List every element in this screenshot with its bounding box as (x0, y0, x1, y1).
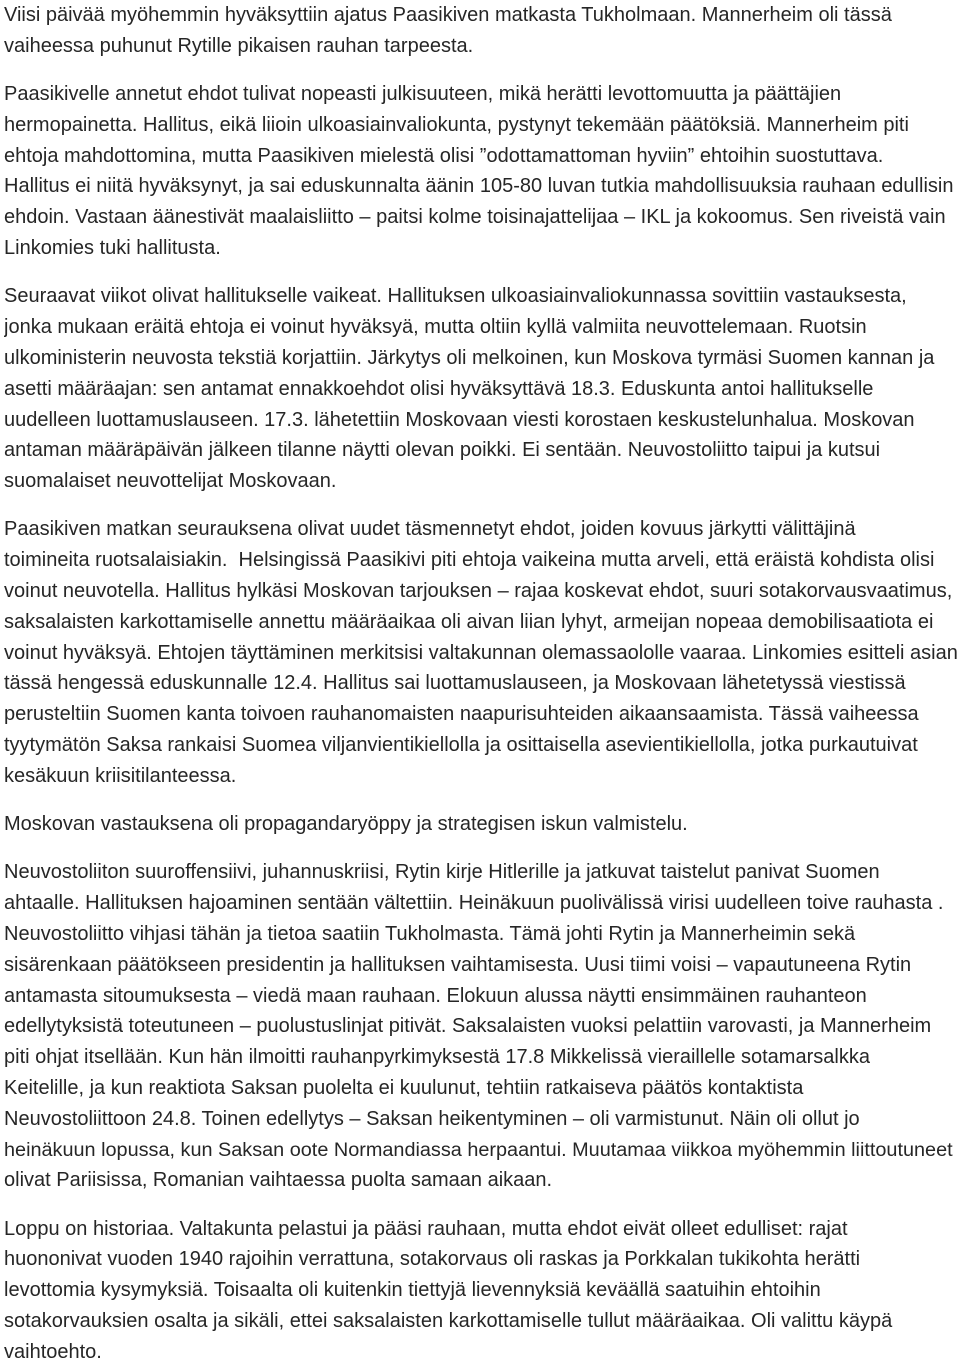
text-line: edellytyksistä toteutuneen – puolustuslinjat pitivät. Saksalaisten vuoksi pelattiin varovasti, ja Mannerheim (4, 1015, 932, 1038)
text-line: Linkomies tuki hallitusta. (4, 237, 221, 260)
text-line: ulkoministerin neuvosta tekstiä korjattiin. Järkytys oli melkoinen, kun Moskova tyrmäsi Suomen kannan ja (4, 346, 935, 369)
text-line: ehdoin. Vastaan äänestivät maalaisliitto – paitsi kolme toisinajattelijaa – IKL ja kokoomus. Sen riveistä vain (4, 206, 946, 229)
text-line: ehtoja mahdottomina, mutta Paasikiven mielestä olisi ”odottamattoman hyviin” ehtoihin suostuttava. (4, 144, 884, 167)
text-line: antamasta sitoumuksesta – viedä maan rauhaan. Elokuun alussa näytti ensimmäinen rauhanteon (4, 984, 867, 1007)
paragraph (4, 0, 960, 62)
text-line: Seuraavat viikot olivat hallitukselle vaikeat. Hallituksen ulkoasiainvaliokunnassa sovittiin vastauksesta, (4, 285, 907, 308)
text-line: Loppu on historiaa. Valtakunta pelastui ja pääsi rauhaan, mutta ehdot eivät olleet edulliset: rajat (4, 1217, 848, 1240)
text-line: Paasikiven matkan seurauksena olivat uudet täsmennetyt ehdot, joiden kovuus järkytti välittäjinä (4, 518, 856, 541)
paragraph (4, 281, 960, 497)
text-line: voinut neuvotella. Hallitus hylkäsi Moskovan tarjouksen – rajaa koskevat ehdot, suuri sotakorvausvaatimus, (4, 580, 953, 603)
text-line: Neuvostoliiton suuroffensiivi, juhannuskriisi, Rytin kirje Hitlerille ja jatkuvat taistelut panivat Suomen (4, 861, 880, 884)
text-line: Moskovan vastauksena oli propagandaryöppy ja strategisen iskun valmistelu. (4, 813, 688, 836)
text-line: kesäkuun kriisitilanteessa. (4, 764, 237, 787)
text-line: hermopainetta. Hallitus, eikä liioin ulkoasiainvaliokunta, pystynyt tekemään päätöksiä. Mannerheim piti (4, 113, 909, 136)
text-line: levottomia kysymyksiä. Toisaalta oli kuitenkin tiettyjä lievennyksiä keväällä saatuihin ehtoihin (4, 1279, 821, 1302)
text-line: suomalaiset neuvottelijat Moskovaan. (4, 470, 337, 493)
text-line: piti ohjat itsellään. Kun hän ilmoitti rauhanpyrkimyksestä 17.8 Mikkelissä vieraillelle sotamarsalkka (4, 1046, 870, 1069)
text-line: vaihtoehto. (4, 1340, 102, 1363)
text-line: Keitelille, ja kun reaktiota Saksan puolelta ei kuulunut, tehtiin ratkaiseva päätös kontaktista (4, 1077, 804, 1099)
text-line: uudelleen luottamuslauseen. 17.3. lähetettiin Moskovaan viesti korostaen keskustelunhalua. Moskovan (4, 408, 915, 431)
text-line: Viisi päivää myöhemmin hyväksyttiin ajatus Paasikiven matkasta Tukholmaan. Mannerheim oli tässä (4, 4, 892, 26)
text-line: toimineita ruotsalaisiakin. Helsingissä Paasikivi piti ehtoja vaikeina mutta arveli, että eräistä kohdista olisi (4, 549, 935, 572)
text-line: Neuvostoliittoon 24.8. Toinen edellytys – Saksan heikentyminen – oli varmistunut. Näin oli ollut jo (4, 1107, 860, 1130)
text-line: olivat Pariisissa, Romanian vaihtaessa puolta samaan aikaan. (4, 1169, 553, 1192)
paragraph (4, 79, 960, 264)
text-line: asetti määräajan: sen antamat ennakkoehdot olisi hyväksyttävä 18.3. Eduskunta antoi hallitukselle (4, 377, 874, 400)
text-line: tässä hengessä eduskunnalle 12.4. Hallitus sai luottamuslauseen, ja Moskovaan lähetetyssä viestissä (4, 672, 906, 695)
text-line: vaiheessa puhunut Rytille pikaisen rauhan tarpeesta. (4, 34, 474, 57)
text-line: antaman määräpäivän jälkeen tilanne näytti olevan poikki. Ei sentään. Neuvostoliitto taipui ja kutsui (4, 439, 881, 462)
text-line: huononivat vuoden 1940 rajoihin verrattuna, sotakorvaus oli raskas ja Porkkalan tukikohta herätti (4, 1248, 861, 1271)
text-line: heinäkuun lopussa, kun Saksan oote Normandiassa herpaantui. Muutamaa viikkoa myöhemmin liittoutuneet (4, 1138, 953, 1161)
text-line: saksalaisten karkottamiselle annettu määräaikaa oli aivan liian lyhyt, armeijan nopeaa demobilisaatiota ei (4, 610, 934, 633)
text-line: perusteltiin Suomen kanta toivoen rauhanomaisten naapurisuhteiden aikaansaamista. Tässä vaiheessa (4, 703, 919, 726)
text-line: jonka mukaan eräitä ehtoja ei voinut hyväksyä, mutta oltiin kyllä valmiita neuvottelemaan. Ruotsin (4, 316, 867, 339)
paragraph (4, 809, 960, 840)
paragraph (4, 514, 960, 791)
paragraph (4, 857, 960, 1196)
text-line: Paasikivelle annetut ehdot tulivat nopeasti julkisuuteen, mikä herätti levottomuutta ja päättäjien (4, 83, 842, 106)
text-line: tyytymätön Saksa rankaisi Suomea viljanvientikiellolla ja osittaisella asevientikiellolla, jotka purkautuivat (4, 734, 918, 757)
text-line: Neuvostoliitto vihjasi tähän ja tietoa saatiin Tukholmasta. Tämä johti Rytin ja Mannerheimin sekä (4, 923, 856, 946)
text-line: sotakorvauksien osalta ja sikäli, ettei saksalaisten karkottamiselle tullut määräaikaa. Oli valittu käypä (4, 1310, 893, 1333)
text-line: Hallitus ei niitä hyväksynyt, ja sai eduskunnalta äänin 105-80 luvan tutkia mahdollisuuksia rauhaan edullisin (4, 175, 954, 198)
paragraph (4, 1214, 960, 1368)
text-line: ahtaalle. Hallituksen hajoaminen sentään vältettiin. Heinäkuun puolivälissä virisi uudelleen toive rauhasta . (4, 892, 944, 915)
text-line: voinut hyväksyä. Ehtojen täyttäminen merkitsisi valtakunnan olemassaololle vaaraa. Linkomies esitteli asian (4, 641, 958, 664)
text-line: sisärenkaan päätökseen presidentin ja hallituksen vaihtamisesta. Uusi tiimi voisi – vapautuneena Rytin (4, 953, 912, 976)
